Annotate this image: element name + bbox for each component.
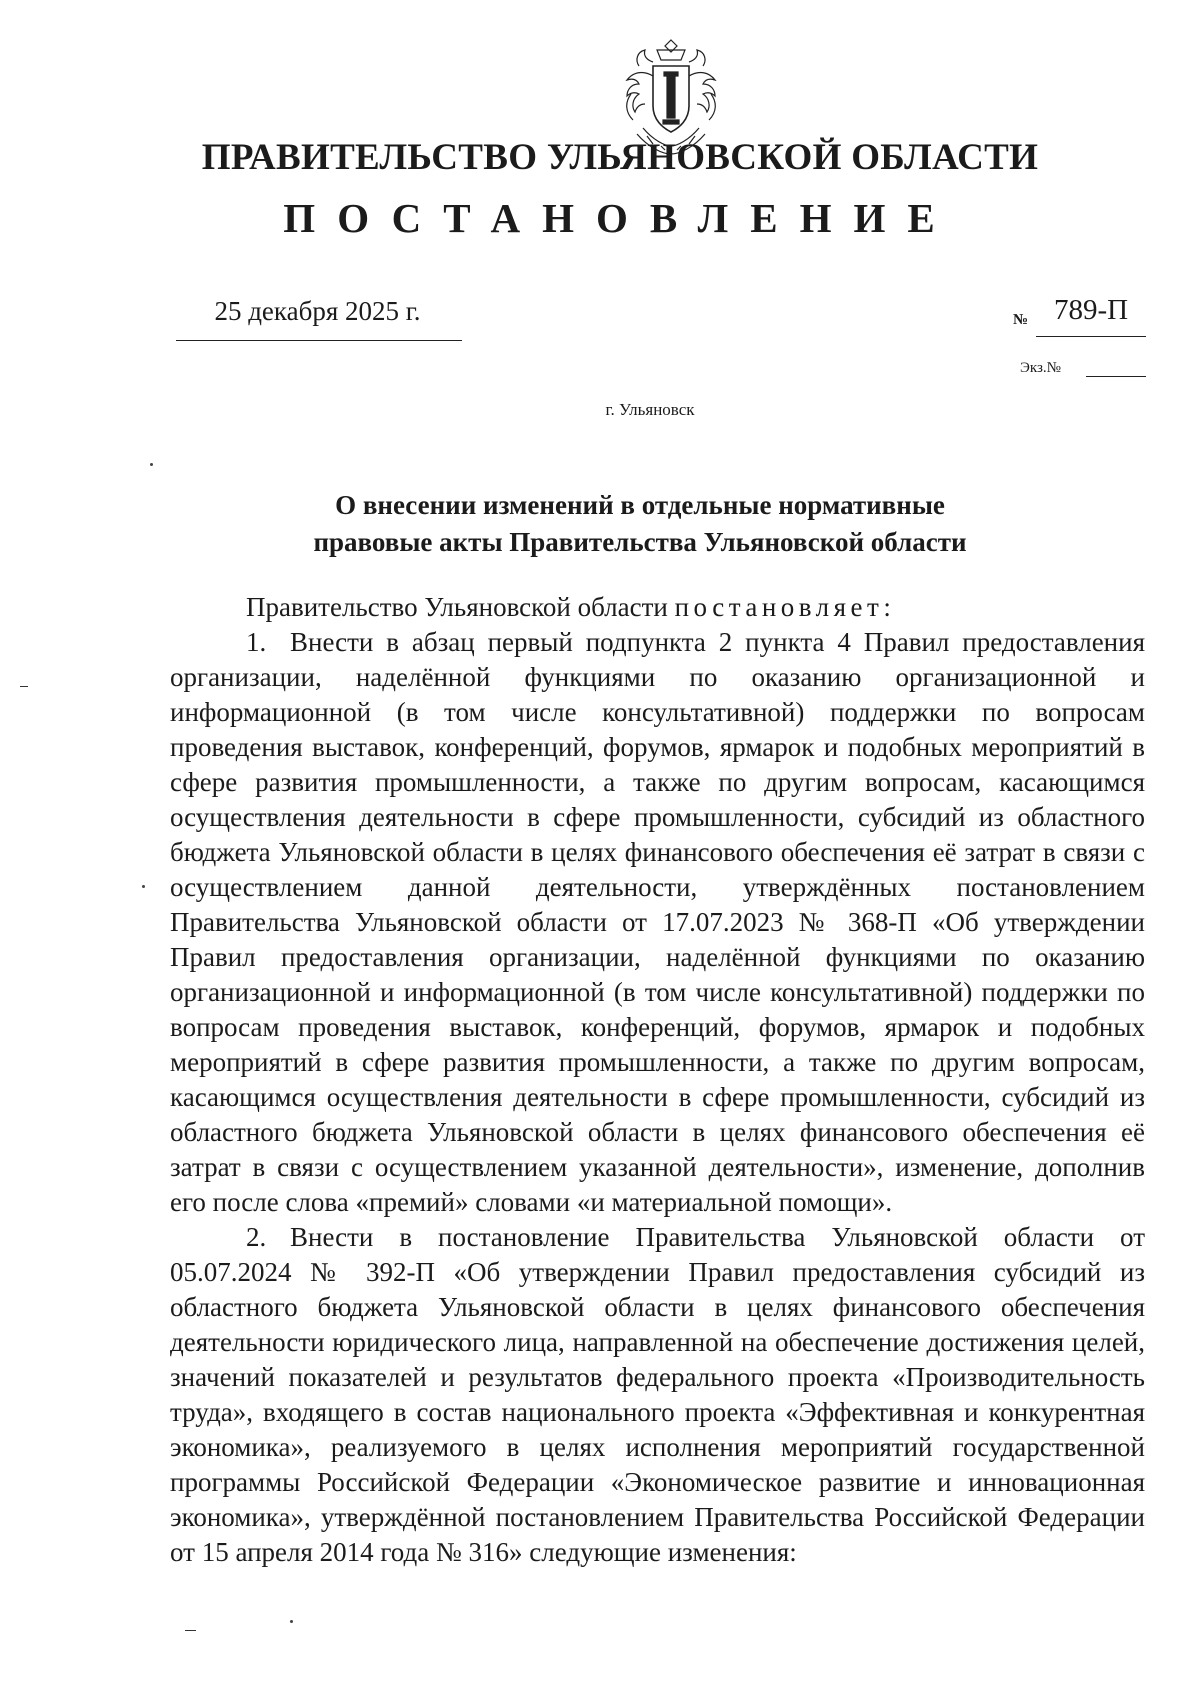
intro-paragraph <box>170 590 1145 625</box>
government-name: ПРАВИТЕЛЬСТВО УЛЬЯНОВСКОЙ ОБЛАСТИ <box>201 137 1039 178</box>
title-line-1: О внесении изменений в отдельные нормативные <box>335 490 945 520</box>
title-line-2: правовые акты Правительства Ульяновской области <box>313 527 967 557</box>
number-sign: № <box>1013 312 1029 328</box>
document-date: 25 декабря 2025 г. <box>214 296 421 326</box>
number-underline <box>1036 336 1146 337</box>
document-type: ПОСТАНОВЛЕНИЕ <box>283 195 957 241</box>
dash-mark <box>185 1630 196 1631</box>
document-title <box>250 487 1030 561</box>
copy-number-label: Экз.№ <box>1020 360 1061 376</box>
scan-speck <box>150 463 153 466</box>
document-number: 789-П <box>1053 294 1129 326</box>
date-underline <box>176 340 462 341</box>
paragraph-1-number: 1. <box>246 627 267 657</box>
paragraph-2 <box>170 1220 1145 1570</box>
scan-speck <box>290 1620 293 1623</box>
document-body <box>170 590 1145 1570</box>
paragraph-1-text: Внести в абзац первый подпункта 2 пункта 4 Правил предоставления организации, наделённой функциями по оказанию организационной и информационной (в том числе консультативной) поддержки по вопросам проведения выставок, конференций, форумов, ярмарок и подобных мероприятий в сфере развития промышленности, а также по другим вопросам, касающимся осуществления деятельности в сфере промышленности, субсидий из областного бюджета Ульяновской области в целях финансового обеспечения её затрат в связи с осуществлением данной деятельности, утверждённых постановлением Правительства Ульяновской области от 17.07.2023 № 368-П «Об утверждении Правил предоставления организации, наделённой функциями по оказанию организационной и информационной (в том числе консультативной) поддержки по вопросам проведения выставок, конференций, форумов, ярмарок и подобных мероприятий в сфере развития промышленности, а также по другим вопросам, касающимся осуществления деятельности в сфере промышленности, субсидий из областного бюджета Ульяновской области в целях финансового обеспечения её затрат в связи с осуществлением указанной деятельности», изменение, дополнив его после слова «премий» словами «и материальной помощи». <box>170 627 1145 1217</box>
city-name: г. Ульяновск <box>605 400 695 419</box>
paragraph-1 <box>170 625 1145 1220</box>
intro-prefix: Правительство Ульяновской области <box>246 592 668 622</box>
scan-speck <box>142 885 145 888</box>
intro-keyword: постановляет: <box>674 592 896 622</box>
margin-mark <box>20 686 28 687</box>
paragraph-2-number: 2. <box>246 1222 267 1252</box>
copy-number-underline <box>1086 376 1146 377</box>
paragraph-2-text: Внести в постановление Правительства Ульяновской области от 05.07.2024 № 392-П «Об утверждении Правил предоставления субсидий из областного бюджета Ульяновской области в целях финансового обеспечения деятельности юридического лица, направленной на обеспечение достижения целей, значений показателей и результатов федерального проекта «Производительность труда», входящего в состав национального проекта «Эффективная и конкурентная экономика», реализуемого в целях исполнения мероприятий государственной программы Российской Федерации «Экономическое развитие и инновационная экономика», утверждённой постановлением Правительства Российской Федерации от 15 апреля 2014 года № 316» следующие изменения: <box>170 1222 1145 1567</box>
